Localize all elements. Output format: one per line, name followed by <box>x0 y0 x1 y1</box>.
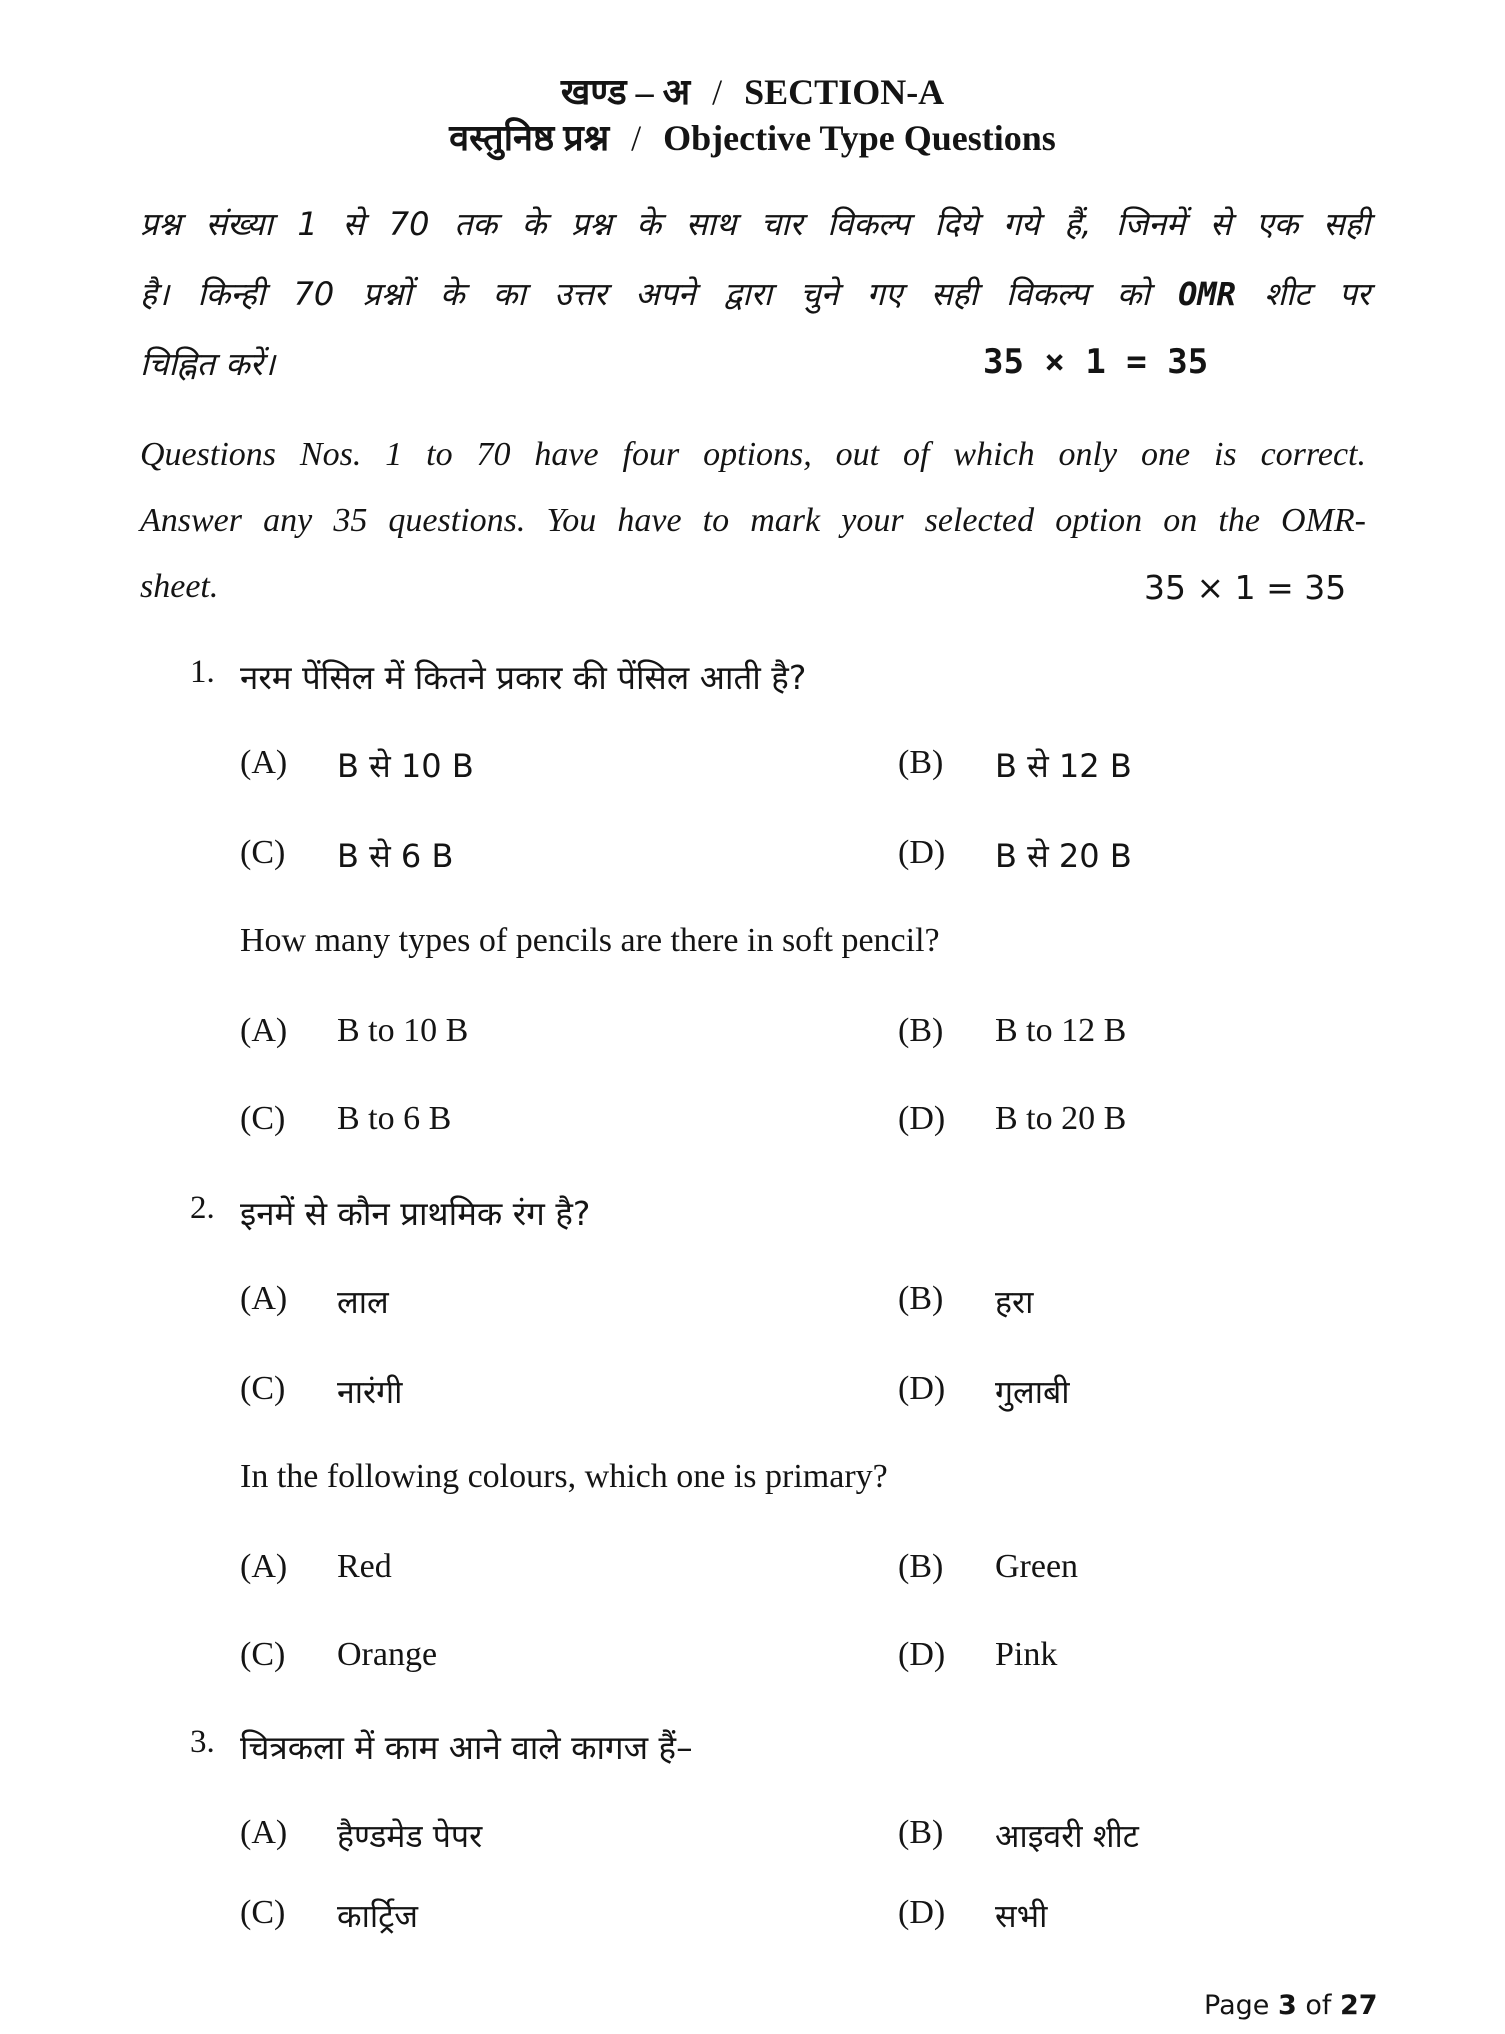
instruction-english-line-1: Questions Nos. 1 to 70 have four options, out of which only one is correct. <box>140 436 1366 473</box>
question-text-hindi: इनमें से कौन प्राथमिक रंग है? <box>240 1194 591 1233</box>
option-text: B to 6 B <box>337 1100 452 1137</box>
page-number <box>1204 1990 1378 2021</box>
option-text: B to 20 B <box>995 1100 1127 1137</box>
option-text: B to 12 B <box>995 1012 1127 1049</box>
instruction-hindi-text: शीट पर <box>1264 275 1371 313</box>
option-label: (C) <box>240 1370 286 1407</box>
option-text: नारंगी <box>337 1373 403 1411</box>
option-text: गुलाबी <box>995 1373 1070 1411</box>
question-text-hindi: चित्रकला में काम आने वाले कागज हैं– <box>240 1728 693 1767</box>
option-label: (B) <box>898 1548 944 1585</box>
option-text: हरा <box>995 1283 1034 1321</box>
instruction-english-line-3: sheet. <box>140 568 219 605</box>
option-label: (A) <box>240 1814 288 1851</box>
option-text: Pink <box>995 1636 1058 1673</box>
omr-word: OMR <box>1178 275 1236 313</box>
option-label: (C) <box>240 1636 286 1673</box>
option-label: (D) <box>898 1100 946 1137</box>
page-total: 27 <box>1339 1990 1378 2021</box>
option-label: (A) <box>240 744 288 781</box>
marks-english: 35 × 1 = 35 <box>1144 568 1347 607</box>
instruction-hindi-line-2 <box>140 272 1370 315</box>
option-text: Orange <box>337 1636 438 1673</box>
option-label: (B) <box>898 1012 944 1049</box>
option-text: आइवरी शीट <box>995 1817 1139 1855</box>
instruction-english-line-2: Answer any 35 questions. You have to mark your selected option on the OMR- <box>140 502 1366 539</box>
question-type-heading <box>0 112 1505 161</box>
heading-separator: / <box>712 72 723 112</box>
option-text: B से 10 B <box>337 747 474 785</box>
option-text: सभी <box>995 1897 1048 1935</box>
question-type-english: Objective Type Questions <box>663 118 1056 158</box>
option-text: कार्ट्रिज <box>337 1897 419 1935</box>
of-word: of <box>1305 1990 1332 2021</box>
option-label: (B) <box>898 1814 944 1851</box>
option-label: (A) <box>240 1012 288 1049</box>
page-current: 3 <box>1277 1990 1297 2021</box>
option-label: (D) <box>898 1636 946 1673</box>
option-label: (B) <box>898 744 944 781</box>
instruction-hindi-text: है। किन्ही 70 प्रश्नों के का उत्तर अपने द्वारा चुने गए सही विकल्प को <box>140 275 1150 313</box>
option-label: (D) <box>898 834 946 871</box>
option-text: हैण्डमेड पेपर <box>337 1817 483 1855</box>
section-heading <box>0 66 1505 115</box>
option-label: (D) <box>898 1370 946 1407</box>
option-label: (C) <box>240 1100 286 1137</box>
question-number: 3. <box>190 1724 215 1760</box>
heading-separator: / <box>631 118 642 158</box>
page-word: Page <box>1204 1990 1270 2021</box>
question-type-hindi: वस्तुनिष्ठ प्रश्न <box>449 118 610 158</box>
marks-hindi: 35 × 1 = 35 <box>983 342 1209 382</box>
option-text: B से 6 B <box>337 837 454 875</box>
option-text: B to 10 B <box>337 1012 469 1049</box>
question-number: 2. <box>190 1190 215 1226</box>
question-number: 1. <box>190 654 215 690</box>
question-text-english: In the following colours, which one is primary? <box>240 1458 888 1495</box>
option-label: (A) <box>240 1548 288 1585</box>
question-text-english: How many types of pencils are there in soft pencil? <box>240 922 940 959</box>
instruction-hindi-line-1: प्रश्न संख्या 1 से 70 तक के प्रश्न के साथ चार विकल्प दिये गये हैं, जिनमें से एक सही <box>140 205 1370 243</box>
section-title-english: SECTION-A <box>744 72 945 112</box>
option-label: (C) <box>240 1894 286 1931</box>
question-text-hindi: नरम पेंसिल में कितने प्रकार की पेंसिल आती है? <box>240 658 807 697</box>
option-text: B से 20 B <box>995 837 1132 875</box>
option-text: Red <box>337 1548 392 1585</box>
section-title-hindi: खण्ड – अ <box>560 72 691 112</box>
option-text: Green <box>995 1548 1079 1585</box>
option-text: लाल <box>337 1283 389 1321</box>
instruction-hindi-line-3: चिह्नित करें। <box>140 345 276 383</box>
option-label: (D) <box>898 1894 946 1931</box>
option-label: (B) <box>898 1280 944 1317</box>
option-text: B से 12 B <box>995 747 1132 785</box>
option-label: (C) <box>240 834 286 871</box>
option-label: (A) <box>240 1280 288 1317</box>
